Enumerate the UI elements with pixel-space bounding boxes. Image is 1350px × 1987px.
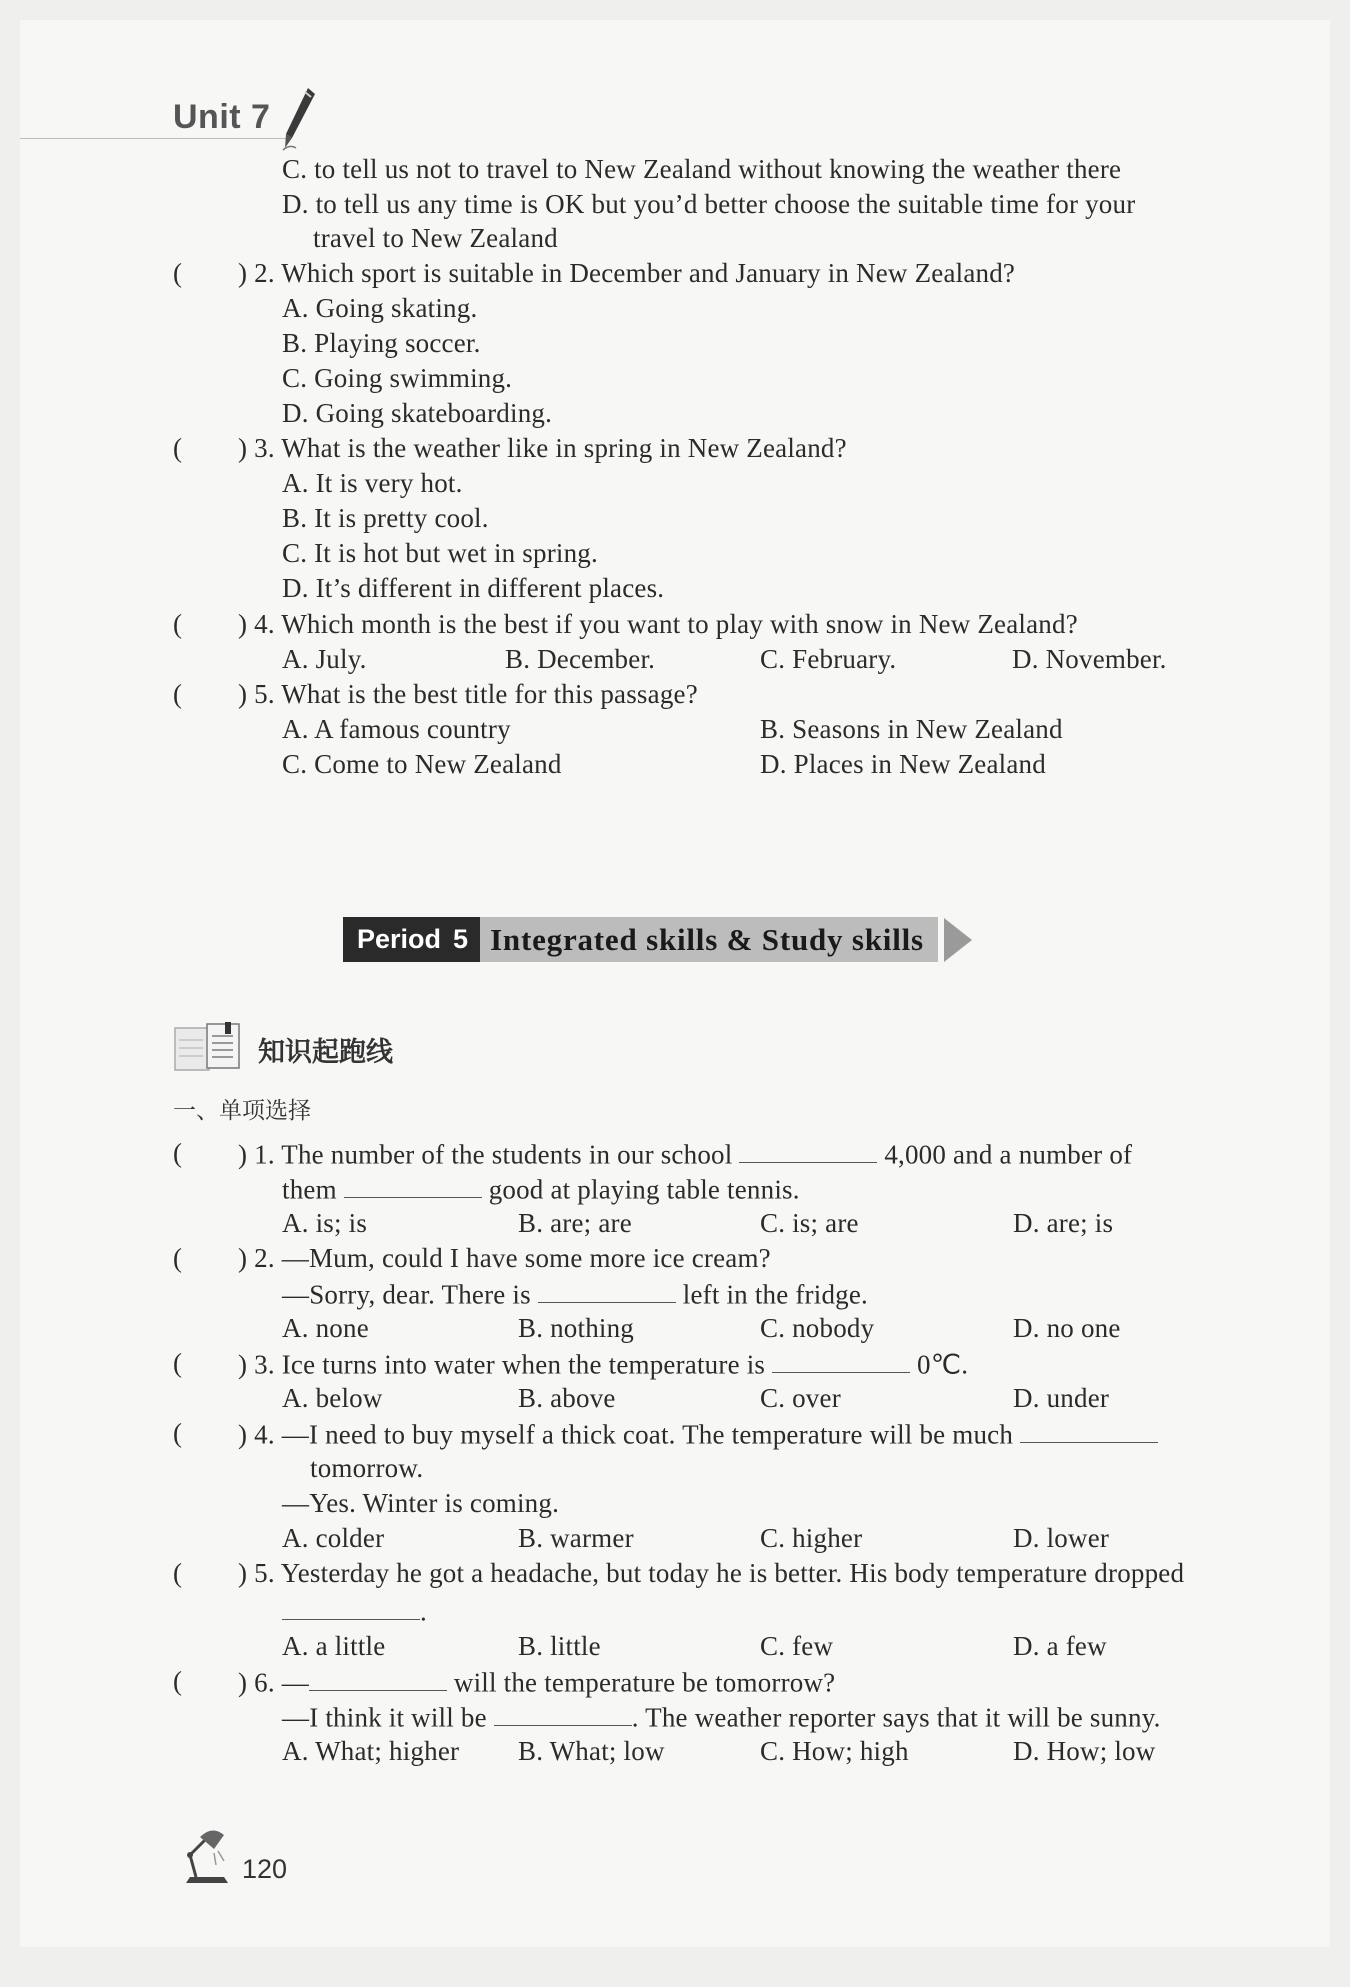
option-text: C. Come to New Zealand bbox=[282, 749, 562, 779]
question-text: ) 2. Which sport is suitable in December and January in New Zealand? bbox=[238, 258, 1016, 288]
question-text bbox=[282, 1173, 800, 1205]
question-text: ) 5. Yesterday he got a headache, but today he is better. His body temperature dropped bbox=[238, 1558, 1185, 1588]
answer-blank[interactable] bbox=[1020, 1418, 1158, 1443]
period-label: Period bbox=[357, 924, 442, 954]
option-text: B. nothing bbox=[518, 1313, 635, 1343]
question-text: ) 4. Which month is the best if you want to play with snow in New Zealand? bbox=[238, 609, 1078, 639]
option-text: A. none bbox=[282, 1313, 369, 1343]
option-text: D. are; is bbox=[1013, 1208, 1114, 1238]
book-icon bbox=[173, 1022, 243, 1078]
page-number: 120 bbox=[242, 1854, 288, 1884]
option-text: B. above bbox=[518, 1383, 616, 1413]
section-subtitle: 一、单项选择 bbox=[173, 1098, 311, 1124]
answer-paren: ( bbox=[173, 679, 183, 709]
answer-blank[interactable] bbox=[344, 1173, 482, 1198]
period-label-box bbox=[343, 917, 480, 962]
answer-blank[interactable] bbox=[282, 1595, 420, 1620]
question-text-part: left in the fridge. bbox=[682, 1279, 868, 1310]
option-text: A. It is very hot. bbox=[282, 468, 463, 498]
option-text: B. Seasons in New Zealand bbox=[760, 714, 1063, 744]
option-text: D. It’s different in different places. bbox=[282, 573, 665, 603]
period-banner bbox=[343, 917, 972, 962]
option-text: B. warmer bbox=[518, 1523, 634, 1553]
option-text: B. It is pretty cool. bbox=[282, 503, 489, 533]
answer-paren: ( bbox=[173, 1666, 183, 1696]
question-text-part: 4,000 and a number of bbox=[884, 1139, 1133, 1170]
option-text: B. are; are bbox=[518, 1208, 632, 1238]
question-text-part: ) 4. —I need to buy myself a thick coat. The temperature will be much bbox=[238, 1419, 1014, 1450]
option-text: C. over bbox=[760, 1383, 841, 1413]
question-text: ) 5. What is the best title for this passage? bbox=[238, 679, 698, 709]
option-text: C. It is hot but wet in spring. bbox=[282, 538, 598, 568]
option-text: D. Places in New Zealand bbox=[760, 749, 1046, 779]
pen-icon bbox=[278, 86, 318, 156]
answer-paren: ( bbox=[173, 1243, 183, 1273]
option-text: A. A famous country bbox=[282, 714, 511, 744]
question-text-part: ) 3. Ice turns into water when the temperature is bbox=[238, 1349, 766, 1380]
option-text: B. December. bbox=[505, 644, 656, 674]
option-text: D. Going skateboarding. bbox=[282, 398, 553, 428]
option-text: C. to tell us not to travel to New Zealand without knowing the weather there bbox=[282, 154, 1122, 184]
option-text: D. under bbox=[1013, 1383, 1110, 1413]
answer-paren: ( bbox=[173, 433, 183, 463]
option-text: travel to New Zealand bbox=[313, 223, 558, 253]
option-text: B. Playing soccer. bbox=[282, 328, 481, 358]
section-title: 知识起跑线 bbox=[258, 1037, 393, 1068]
option-text: C. few bbox=[760, 1631, 834, 1661]
option-text: A. is; is bbox=[282, 1208, 368, 1238]
period-number: 5 bbox=[453, 924, 469, 954]
period-arrow-icon bbox=[944, 918, 972, 962]
option-text: D. How; low bbox=[1013, 1736, 1156, 1766]
question-text: ) 3. What is the weather like in spring in New Zealand? bbox=[238, 433, 847, 463]
question-text-part: —Sorry, dear. There is bbox=[282, 1279, 531, 1310]
option-text: C. is; are bbox=[760, 1208, 859, 1238]
option-text: A. What; higher bbox=[282, 1736, 460, 1766]
answer-blank[interactable] bbox=[494, 1701, 632, 1726]
question-text bbox=[282, 1595, 427, 1627]
question-text bbox=[238, 1138, 1132, 1170]
desk-lamp-icon bbox=[178, 1825, 240, 1891]
answer-blank[interactable] bbox=[538, 1278, 676, 1303]
question-text-part: will the temperature be tomorrow? bbox=[453, 1667, 836, 1698]
answer-paren: ( bbox=[173, 1348, 183, 1378]
question-text: ) 2. —Mum, could I have some more ice cream? bbox=[238, 1243, 771, 1273]
answer-blank[interactable] bbox=[772, 1348, 910, 1373]
option-text: B. What; low bbox=[518, 1736, 665, 1766]
question-text-part: . bbox=[420, 1596, 427, 1627]
option-text: D. November. bbox=[1012, 644, 1167, 674]
question-text-part: 0℃. bbox=[917, 1349, 969, 1380]
question-text: —Yes. Winter is coming. bbox=[282, 1488, 560, 1518]
unit-title: Unit 7 bbox=[173, 98, 271, 136]
question-text bbox=[238, 1666, 835, 1698]
question-text bbox=[238, 1348, 968, 1380]
question-text-part: ) 1. The number of the students in our school bbox=[238, 1139, 733, 1170]
option-text: D. a few bbox=[1013, 1631, 1107, 1661]
question-text-part: them bbox=[282, 1174, 337, 1205]
answer-blank[interactable] bbox=[739, 1138, 877, 1163]
period-title: Integrated skills & Study skills bbox=[480, 917, 938, 962]
option-text: A. below bbox=[282, 1383, 383, 1413]
option-text: C. higher bbox=[760, 1523, 863, 1553]
question-text-part: good at playing table tennis. bbox=[488, 1174, 800, 1205]
question-text bbox=[238, 1418, 1158, 1450]
option-text: A. a little bbox=[282, 1631, 386, 1661]
workbook-page bbox=[20, 20, 1330, 1947]
answer-paren: ( bbox=[173, 1418, 183, 1448]
question-text bbox=[282, 1278, 868, 1310]
answer-paren: ( bbox=[173, 609, 183, 639]
option-text: C. nobody bbox=[760, 1313, 875, 1343]
question-text-part: . The weather reporter says that it will be sunny. bbox=[631, 1702, 1161, 1733]
answer-paren: ( bbox=[173, 258, 183, 288]
option-text: A. Going skating. bbox=[282, 293, 478, 323]
answer-paren: ( bbox=[173, 1138, 183, 1168]
option-text: A. July. bbox=[282, 644, 367, 674]
option-text: D. lower bbox=[1013, 1523, 1110, 1553]
option-text: D. to tell us any time is OK but you’d better choose the suitable time for your bbox=[282, 189, 1136, 219]
option-text: C. Going swimming. bbox=[282, 363, 513, 393]
question-text bbox=[282, 1701, 1161, 1733]
answer-blank[interactable] bbox=[309, 1666, 447, 1691]
question-text: tomorrow. bbox=[310, 1453, 424, 1483]
option-text: A. colder bbox=[282, 1523, 385, 1553]
option-text: D. no one bbox=[1013, 1313, 1121, 1343]
header-rule bbox=[20, 138, 290, 139]
question-text-part: —I think it will be bbox=[282, 1702, 487, 1733]
option-text: B. little bbox=[518, 1631, 601, 1661]
answer-paren: ( bbox=[173, 1558, 183, 1588]
question-text-part: ) 6. — bbox=[238, 1667, 309, 1698]
option-text: C. How; high bbox=[760, 1736, 909, 1766]
option-text: C. February. bbox=[760, 644, 897, 674]
